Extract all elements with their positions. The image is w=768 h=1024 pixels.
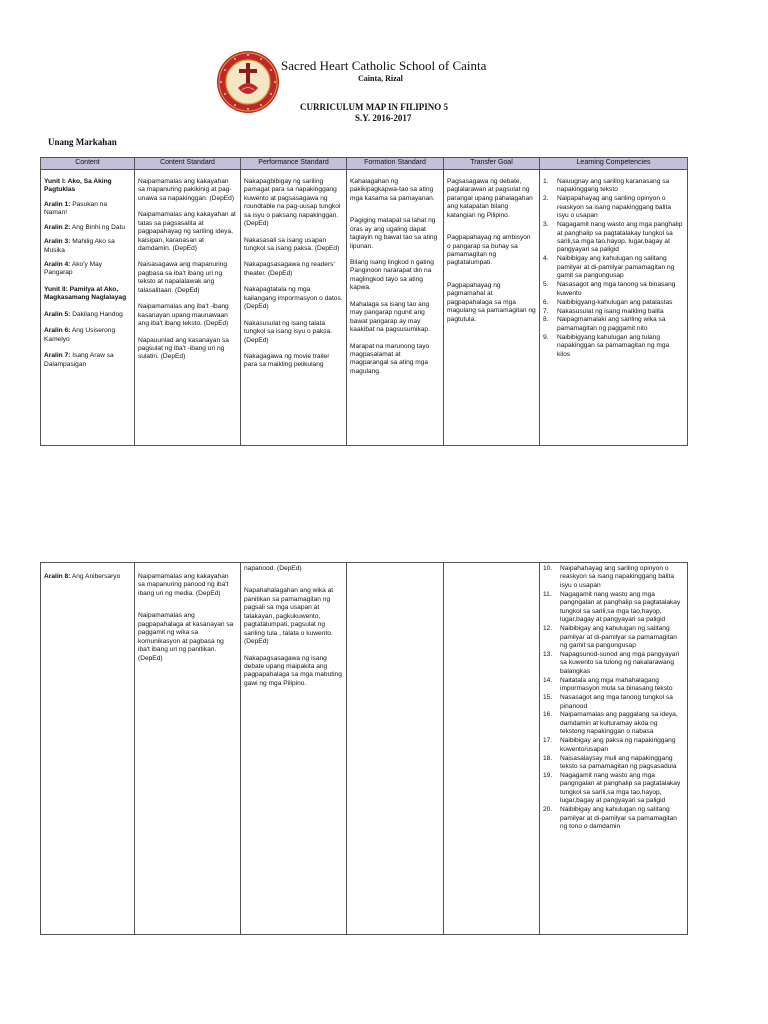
standard-text: Marapat na marunong tayo magpasalamat at magparangal sa ating mga magulang.	[350, 342, 430, 375]
standard-text: Nakasusulat ng isang talata tungkol sa isang isyu o paksa. (DepEd)	[244, 319, 332, 344]
standard-text: napanood. (DepEd)	[244, 565, 302, 572]
competencies-cell	[540, 169, 688, 445]
school-name: Sacred Heart Catholic School of Cainta	[281, 58, 487, 73]
content-item: Aralin 3: Mahilig Ako sa Musika	[44, 238, 115, 254]
content-item: Aralin 7: Isang Araw sa Dalampasigan	[44, 352, 114, 368]
standard-text: Nakapagsasagawa ng readers' theater. (DepEd)	[244, 261, 335, 277]
standard-text: Naipamamalas ang kakayahan at tatas sa pagsasalita at pagpapahayag ng sariling ideya, kaisipan, karanasan at damdamin. (DepEd)	[138, 211, 236, 253]
content-item: Aralin 2: Ang Binhi ng Datu	[44, 223, 126, 231]
standard-text: Bilang isang lingkod n gating Panginoon nararapat din na maglingkod tayo sa ating kapwa.	[350, 259, 434, 292]
list-item: 1. Naiuugnay ang sariling karanasang sa napakinggang teksto	[543, 177, 670, 194]
column-header: Formation Standard	[347, 158, 444, 170]
competencies-cell	[540, 563, 688, 935]
list-item: 3. Nagagamit nang wasto ang mga panghalip at panghalip sa pagtatalakay tungkol sa sarili,sa mga tao,hayop, lugar,bagay at pangyayari sa paligid	[543, 221, 683, 254]
transfer-goal-cell	[444, 563, 540, 935]
formation-standard-cell	[347, 169, 444, 445]
list-item: 12. Naibibigay ang kahulugan ng salitang pamilyar at di-pamilyar sa pamamagitan ng gamit sa pangungusap	[543, 625, 677, 649]
standard-text: Napahahalagahan ang wika at panitikan sa pamamagitan ng pagsali sa mga usapan at talakayan, pagkukuwento, pagtatalumpati, pagsulat ng sariling tula , talata o kuwento. (DepEd)	[244, 587, 334, 646]
performance-standard-cell	[241, 169, 347, 445]
formation-standard-cell	[347, 563, 444, 935]
list-item: 10. Naipahahayag ang sariling opinyon o reaskyon sa isang napakinggang balita isyu o usapan	[543, 565, 675, 589]
list-item: 19. Nagagamit nang wasto ang mga pangngalan at panghalip sa pagtatalakay tungkol sa sarili,sa mga tao,hayop, lugar,bagay at pangyayari sa paligid	[543, 772, 681, 805]
curriculum-table-2	[40, 562, 688, 935]
standard-text: Nakasasali sa isang usapan tungkol sa isang paksa. (DepEd)	[244, 236, 340, 253]
list-item: 11. Nagagamit nang wasto ang mga pangngalan at panghalip sa pagtatalakay tungkol sa sarili,sa mga tao,hayop, lugar,bagay at pangyayari sa paligid	[543, 590, 681, 624]
transfer-goal-cell	[444, 169, 540, 445]
standard-text: Nakapagtatala ng mga kailangang impormasyon o datos. (DepEd)	[244, 286, 343, 311]
list-item: 16. Naipamamalas ang paggalang sa ideya, damdamin at kulturamay akda ng tekstong napakinggan o nabasa	[543, 711, 678, 736]
quarter-label: Unang Markahan	[48, 137, 117, 147]
goal-text: Pagsasagawa ng debate, paglalarawan at pagsulat ng parangal upang pahalagahan ang katapatan bilang katangian ng Pilipino.	[447, 177, 533, 219]
standard-text: Pagiging matapat sa lahat ng oras ay ang ugaling dapat taglayin ng bawat tao sa ating lipunan.	[350, 217, 438, 250]
goal-text: Pagpapahayag ng pagmamahal at pagpapahalaga sa mga magulang sa pamamagitan ng pagtutula.	[447, 281, 536, 323]
list-item: 15. Nasasagot ang mga tanong tungkol sa pinanood	[543, 694, 673, 710]
standard-text: Kahalagahan ng pakikipagkapwa-tao sa ating mga kasama sa pamayanan.	[350, 177, 435, 202]
document-title: CURRICULUM MAP IN FILIPINO 5	[300, 102, 448, 112]
list-item: 7. Nakasusulat ng isang maikling balita	[543, 307, 664, 315]
standard-text: Napauunlad ang kasanayan sa pagsulat ng iba't -ibang uri ng sulatin. (DepEd)	[138, 336, 229, 361]
content-cell	[41, 563, 135, 935]
list-item: 20. Naibibigay ang kahulugan ng salitang pamilyar at di-pamilyar sa pamamagitan ng tono o damdamin	[543, 806, 677, 831]
standard-text: Naipamamalas ang pagpapahalaga at kasanayan sa paggamit ng wika sa komunikasyon at pagbasa ng iba't ibang uri ng panitikan. (DepEd)	[138, 612, 234, 662]
standard-text: Nakapagbibigay ng sariling pamagat para sa napakinggang kuwento at pagsasagawa ng roundtable na pag-uusap tungkol sa isyu o paksang napakinggan. (DepEd)	[244, 177, 341, 228]
content-item: Yunit II: Pamilya at Ako, Magkasamang Naglalayag	[44, 285, 127, 302]
goal-text: Pagpapahayag ng ambisyon o pangarap sa buhay sa pamamagitan ng pagtatalumpati.	[447, 234, 531, 267]
list-item: 4. Naibibigay ang kahulugan ng salitang pamilyar at di-pamilyar pamamagitan ng gamit sa pangungusap	[543, 255, 675, 280]
school-year: S.Y. 2016-2017	[355, 113, 412, 123]
list-item: 14. Naitatala ang mga mahahalagang impormasyon mula sa binasang teksto	[543, 676, 673, 693]
standard-text: Nakapagsasagawa ng isang debate upang maipakita ang pagpapahalaga sa mga mabuting gawi ng mga Pilipino.	[244, 654, 342, 687]
list-item: 8. Naipagmamalaki ang sariling wika sa pamamagitan ng paggamit nito	[543, 316, 666, 332]
list-item: 6. Naibibigyang-kahulugan ang patalastas	[543, 298, 673, 306]
column-header: Content	[41, 158, 135, 170]
competency-list	[543, 178, 684, 359]
content-standard-cell	[135, 563, 241, 935]
column-header: Content Standard	[135, 158, 241, 170]
column-header: Performance Standard	[241, 158, 347, 170]
column-header: Learning Competencies	[540, 158, 688, 170]
standard-text: Naisasagawa ang mapanuring pagbasa sa iba't ibang uri ng teksto at napalalawak ang talasalitaan. (DepEd)	[138, 261, 228, 294]
column-header: Transfer Goal	[444, 158, 540, 170]
school-seal-logo	[216, 50, 280, 114]
standard-text: Naipamamalas ang iba't -ibang kasanayan upang maunawaan ang iba't ibang teksto. (DepEd)	[138, 303, 229, 328]
content-item: Yunit I: Ako, Sa Aking Pagtuklas	[44, 177, 112, 194]
table-row	[41, 563, 688, 935]
standard-text: Naipamamalas ang kakayahan sa mapanuring pakikinig at pag-unawa sa napakinggan. (DepEd)	[138, 177, 235, 202]
content-item: Aralin 8: Ang Anibersaryo	[44, 573, 121, 580]
content-item: Aralin 4: Ako'y May Pangarap	[44, 261, 103, 277]
list-item: 5. Nasasagot ang mga tanong sa binasang kuwento	[543, 281, 676, 297]
school-location: Cainta, Rizal	[358, 74, 403, 83]
curriculum-table-1	[40, 157, 688, 446]
list-item: 9. Naibibigyang kahulugan ang tulang napakinggan sa pamamagitan ng mga kilos	[543, 333, 670, 358]
table-header-row	[41, 158, 688, 170]
standard-text: Nakagagawa ng movie trailer para sa maikling pelikulang	[244, 352, 330, 369]
performance-standard-cell	[241, 563, 347, 935]
content-item: Aralin 5: Dakilang Handog	[44, 310, 123, 318]
standard-text: Naipamamalas ang kakayahan sa mapanuring panood ng iba't ibang uri ng media. (DepEd)	[138, 573, 229, 597]
content-item: Aralin 1: Pasukan na Naman!	[44, 200, 108, 217]
list-item: 13. Napagsunod-sunod ang mga pangyayari sa kuwento sa tulong ng nakalarawang balangkas	[543, 650, 680, 675]
content-cell	[41, 169, 135, 445]
content-item: Aralin 6: Ang Usiserong Kamelyo	[44, 327, 116, 343]
list-item: 17. Naibibigay ang paksa ng napakinggang kuwento/usapan	[543, 737, 676, 753]
standard-text: Mahalaga sa isang tao ang may pangarap ngunit ang bawat pangarap ay may kaakibat na pagsusumikap.	[350, 300, 430, 334]
list-item: 2. Naipapahayag ang sariling opinyon o reaskyon sa isang napakinggang balita isyu o usapan	[543, 195, 672, 220]
competency-list	[543, 565, 684, 832]
table-row	[41, 169, 688, 445]
list-item: 18. Naisasalaysay muli ang napakinggang teksto sa pamamagitan ng pagsasadula	[543, 754, 677, 771]
content-standard-cell	[135, 169, 241, 445]
